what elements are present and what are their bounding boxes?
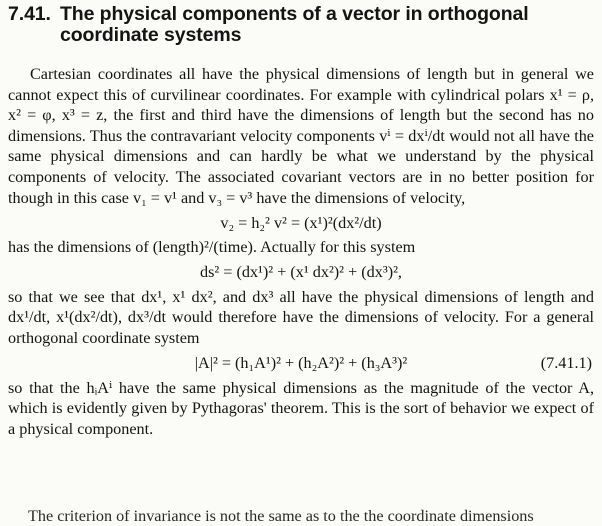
equation-v2-text: v₂ = h₂² v² = (x¹)²(dx²/dt): [220, 213, 382, 232]
paragraph-2: has the dimensions of (length)²/(time). Actually for this system: [8, 238, 416, 257]
cut-off-line: The criterion of invariance is not the same as to the the coordinate dimensions: [28, 507, 534, 525]
equation-ds2-text: ds² = (dx¹)² + (x¹ dx²)² + (dx³)²,: [200, 263, 402, 282]
paragraph-3: so that we see that dx¹, x¹ dx², and dx³ all have the physical dimensions of length and dx¹/dt, x¹(dx²/dt), dx³/dt would therefore have the dimensions of velocity. For a general orthogonal coordinate system: [8, 287, 594, 347]
equation-7-41-1: [8, 353, 594, 375]
equation-7-41-1-text: |A|² = (h₁A¹)² + (h₂A²)² + (h₃A³)²: [194, 354, 408, 373]
section-body: [8, 64, 594, 439]
section-heading: [8, 4, 594, 46]
equation-number: (7.41.1): [540, 353, 592, 372]
section-number: 7.41.: [8, 3, 51, 25]
page: [8, 4, 594, 439]
equation-ds2: [8, 262, 594, 284]
paragraph-1: Cartesian coordinates all have the physical dimensions of length but in general we cannot expect this of curvilinear coordinates. For example with cylindrical polars x¹ = ρ, x² = φ, x³ = z, the first and third have the dimensions of length but the second has no dimensions. Thus the contravariant velocity components vⁱ = dxⁱ/dt would not all have the same physical dimensions and can hardly be what we understand by the physical components of velocity. The associated covariant vectors are in no better position for though in this case v₁ = v¹ and v₃ = v³ have the dimensions of velocity,: [8, 65, 594, 207]
section-title: The physical components of a vector in orthogonal coordinate systems: [60, 3, 529, 46]
equation-v2: [8, 212, 594, 234]
paragraph-4: so that the hᵢAⁱ have the same physical dimensions as the magnitude of the vector A, which is evidently given by Pythagoras' theorem. This is the sort of behavior we expect of a physical component.: [8, 378, 594, 438]
